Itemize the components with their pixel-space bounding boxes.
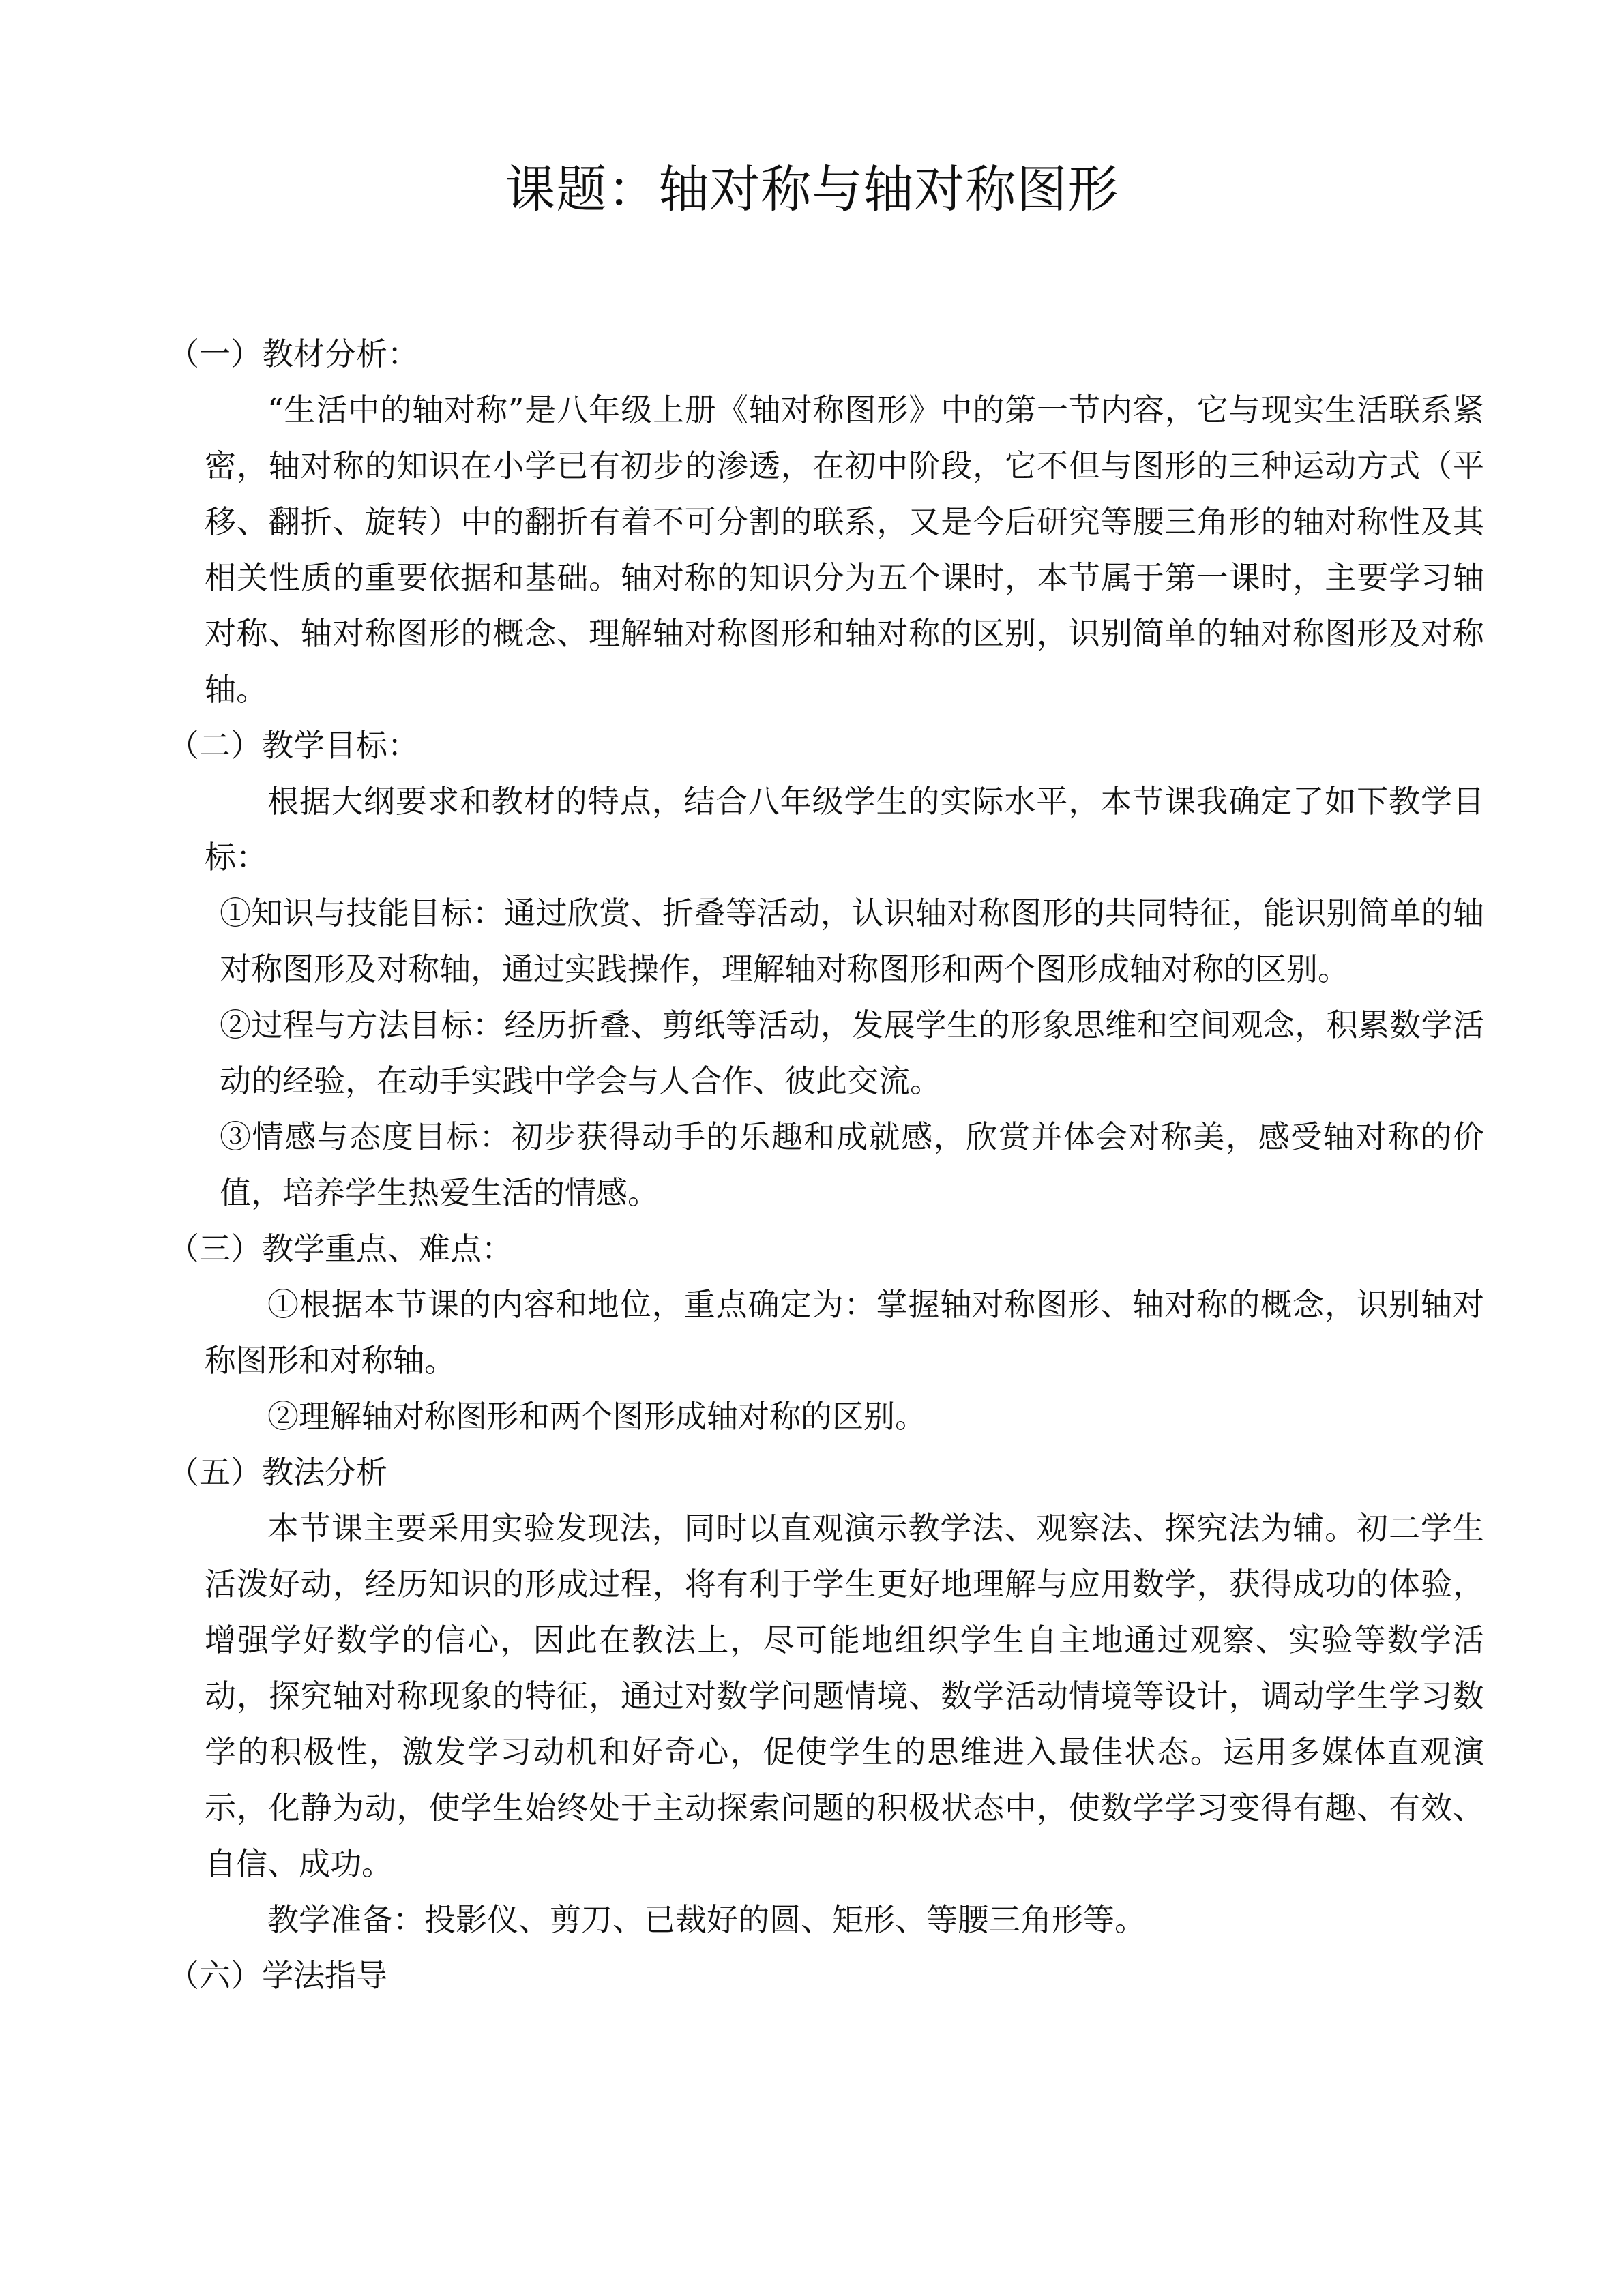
goal-item-emotion: ③情感与态度目标：初步获得动手的乐趣和成就感，欣赏并体会对称美，感受轴对称的价值，培养学生热爱生活的情感。 <box>220 1118 1484 1211</box>
goal-item-process: ②过程与方法目标：经历折叠、剪纸等活动，发展学生的形象思维和空间观念，积累数学活动的经验，在动手实践中学会与人合作、彼此交流。 <box>220 1007 1484 1099</box>
document-body <box>168 326 1484 2003</box>
paragraph-difficult-points: ②理解轴对称图形和两个图形成轴对称的区别。 <box>267 1398 926 1435</box>
paragraph-teaching-method: 本节课主要采用实验发现法，同时以直观演示教学法、观察法、探究法为辅。初二学生活泼好动，经历知识的形成过程，将有利于学生更好地理解与应用数学，获得成功的体验，增强学好数学的信心，因此在教法上，尽可能地组织学生自主地通过观察、实验等数学活动，探究轴对称现象的特征，通过对数学问题情境、数学活动情境等设计，调动学生学习数学的积极性，激发学习动机和好奇心，促使学生的思维进入最佳状态。运用多媒体直观演示，化静为动，使学生始终处于主动探索问题的积极状态中，使数学学习变得有趣、有效、自信、成功。 <box>205 1510 1484 1882</box>
paragraph-teaching-preparation: 教学准备：投影仪、剪刀、已裁好的圆、矩形、等腰三角形等。 <box>267 1901 1146 1938</box>
section-heading-5: （五）教法分析 <box>168 1454 387 1491</box>
section-heading-3: （三）教学重点、难点： <box>168 1230 513 1267</box>
section-heading-6: （六）学法指导 <box>168 1957 387 1994</box>
section-heading-1: （一）教材分析： <box>168 336 419 372</box>
goal-item-knowledge: ①知识与技能目标：通过欣赏、折叠等活动，认识轴对称图形的共同特征，能识别简单的轴对称图形及对称轴，通过实践操作，理解轴对称图形和两个图形成轴对称的区别。 <box>220 895 1484 987</box>
paragraph-textbook-analysis: “生活中的轴对称”是八年级上册《轴对称图形》中的第一节内容，它与现实生活联系紧密，轴对称的知识在小学已有初步的渗透，在初中阶段，它不但与图形的三种运动方式（平移、翻折、旋转）中的翻折有着不可分割的联系，又是今后研究等腰三角形的轴对称性及其相关性质的重要依据和基础。轴对称的知识分为五个课时，本节属于第一课时，主要学习轴对称、轴对称图形的概念、理解轴对称图形和轴对称的区别，识别简单的轴对称图形及对称轴。 <box>205 391 1484 708</box>
paragraph-key-points: ①根据本节课的内容和地位，重点确定为：掌握轴对称图形、轴对称的概念，识别轴对称图形和对称轴。 <box>205 1286 1484 1379</box>
section-heading-2: （二）教学目标： <box>168 727 419 764</box>
paragraph-teaching-goals-intro: 根据大纲要求和教材的特点，结合八年级学生的实际水平，本节课我确定了如下教学目标： <box>205 783 1484 876</box>
page-title: 课题：轴对称与轴对称图形 <box>505 160 1119 219</box>
